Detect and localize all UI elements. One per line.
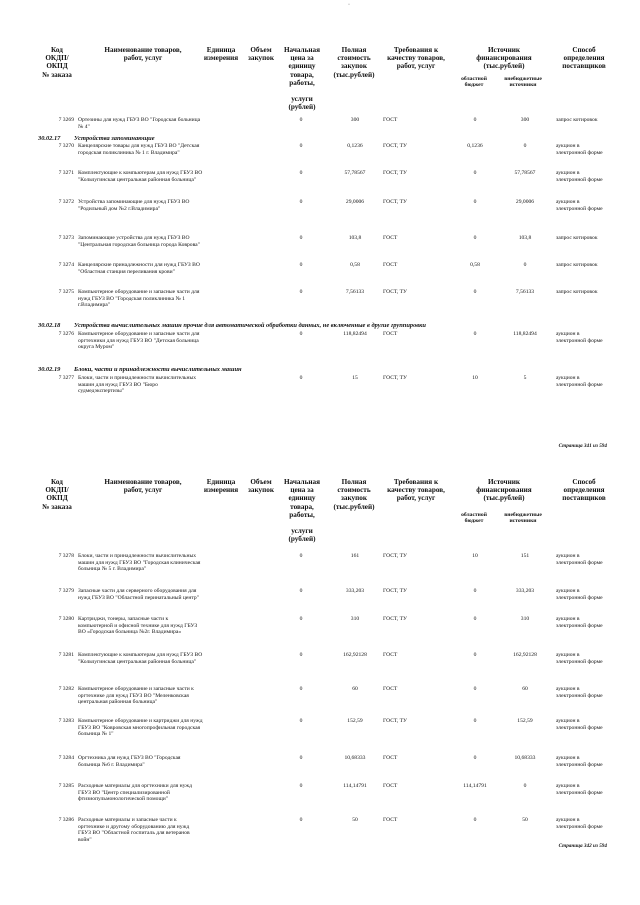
row-price: 0 — [299, 755, 303, 761]
header-fin: Источник финансирования (тыс.рублей) — [476, 46, 532, 71]
row-method: аукцион в электронной форме — [556, 170, 603, 183]
row-price: 0 — [299, 686, 303, 692]
header-fin-regional: областной бюджет — [461, 512, 487, 525]
row-code: 7 3273 — [58, 235, 74, 241]
header-code: Код ОКДП/ ОКПД № заказа — [42, 46, 72, 79]
section-heading — [38, 135, 155, 142]
scan-artifact: · — [348, 2, 350, 8]
row-method: аукцион в электронной форме — [556, 331, 603, 344]
row-name: Компьютерное оборудование и запасные части для оргтехники для нужд ГБУЗ ВО "Детская больница округа Муром" — [78, 331, 200, 351]
row-external: 7,56133 — [515, 289, 535, 295]
header-req: Требования к качеству товаров, работ, услуг — [387, 478, 445, 503]
row-name: Устройства запоминающие для нужд ГБУЗ ВО "Родильный дом №2 г.Владимира" — [78, 199, 190, 212]
row-price: 0 — [299, 817, 303, 823]
header-fin-external: внебюджетные источники — [504, 76, 542, 89]
section-title: Устройства запоминающие — [74, 135, 155, 142]
header-name: Наименование товаров, работ, услуг — [104, 478, 182, 495]
row-code: 7 3272 — [58, 199, 74, 205]
row-price: 0 — [299, 652, 303, 658]
header-fin-regional: областной бюджет — [461, 76, 487, 89]
row-name: Компьютерное оборудование и запасные части к оргтехнике для нужд ГБУЗ ВО "Меленковская центральная районная больница" — [78, 686, 194, 706]
row-total: 29,0006 — [345, 199, 365, 205]
row-req: ГОСТ, ТУ — [383, 143, 407, 149]
row-method: аукцион в электронной форме — [556, 199, 603, 212]
row-regional: 10 — [472, 553, 478, 559]
row-method: запрос котировок — [556, 262, 598, 268]
row-regional: 10 — [472, 375, 478, 381]
row-req: ГОСТ, ТУ — [383, 553, 407, 559]
row-regional: 0 — [473, 199, 477, 205]
section-heading — [38, 366, 242, 373]
row-regional: 0,58 — [470, 262, 480, 268]
row-method: запрос котировок — [556, 117, 598, 123]
row-method: аукцион в электронной форме — [556, 553, 603, 566]
page-342 — [0, 460, 640, 905]
row-name: Запасные части для серверного оборудования для нужд ГБУЗ ВО "Областной перинатальный центр" — [78, 588, 199, 601]
row-method: запрос котировок — [556, 289, 598, 295]
header-name: Наименование товаров, работ, услуг — [104, 46, 182, 63]
row-price: 0 — [299, 616, 303, 622]
row-external: 50 — [522, 817, 528, 823]
row-external: 118,82494 — [513, 331, 537, 337]
page-number: Страница 341 из 594 — [558, 443, 607, 449]
row-method: аукцион в электронной форме — [556, 143, 603, 156]
row-req: ГОСТ, ТУ — [383, 588, 407, 594]
row-code: 7 3271 — [58, 170, 74, 176]
row-method: аукцион в электронной форме — [556, 588, 603, 601]
row-name: Компьютерное оборудование и картриджи для нужд ГБУЗ ВО "Ковровская многопрофильная городская больница № 1" — [78, 718, 203, 738]
row-req: ГОСТ, ТУ — [383, 616, 407, 622]
row-price: 0 — [299, 199, 303, 205]
row-name: Оргтехника для нужд ГБУЗ ВО "Городская больница №6 г. Владимира" — [78, 755, 181, 768]
page-number: Страница 342 из 594 — [558, 843, 607, 849]
header-volume: Объем закупок — [248, 46, 274, 63]
row-total: 50 — [352, 817, 358, 823]
row-price: 0 — [299, 553, 303, 559]
row-regional: 0 — [473, 588, 477, 594]
row-total: 7,56133 — [345, 289, 365, 295]
row-code: 7 3277 — [58, 375, 74, 381]
row-price: 0 — [299, 289, 303, 295]
row-external: 152,59 — [517, 718, 533, 724]
row-req: ГОСТ, ТУ — [383, 718, 407, 724]
row-code: 7 3286 — [58, 817, 74, 823]
row-regional: 0 — [473, 331, 477, 337]
row-total: 0,58 — [350, 262, 360, 268]
row-external: 57,78567 — [514, 170, 536, 176]
row-total: 162,92128 — [343, 652, 367, 658]
row-total: 310 — [350, 616, 360, 622]
row-req: ГОСТ — [383, 262, 398, 268]
row-req: ГОСТ — [383, 783, 398, 789]
row-total: 300 — [350, 117, 360, 123]
row-code: 7 3279 — [58, 588, 74, 594]
row-req: ГОСТ — [383, 817, 398, 823]
row-price: 0 — [299, 331, 303, 337]
row-total: 114,14791 — [343, 783, 367, 789]
header-fin: Источник финансирования (тыс.рублей) — [476, 478, 532, 503]
row-external: 0 — [523, 143, 527, 149]
row-regional: 0 — [473, 686, 477, 692]
row-code: 7 3285 — [58, 783, 74, 789]
row-code: 7 3276 — [58, 331, 74, 337]
row-regional: 0 — [473, 117, 477, 123]
row-regional: 114,14791 — [463, 783, 487, 789]
row-external: 29,0006 — [515, 199, 535, 205]
row-external: 0 — [523, 262, 527, 268]
row-total: 0,1236 — [347, 143, 363, 149]
header-unit: Единица измерения — [203, 478, 239, 495]
row-total: 60 — [352, 686, 358, 692]
row-name: Картриджи, тонеры, запасные части к компьютерной и офисной технике для нужд ГБУЗ ВО «Городская больница №2г. Владимира» — [78, 616, 198, 636]
row-total: 103,8 — [348, 235, 362, 241]
row-name: Блоки, части и принадлежности вычислительных машин для нужд ГБУЗ ВО "Городская клиническая больница № 5 г. Владимира" — [78, 553, 201, 573]
row-external: 310 — [520, 616, 530, 622]
header-price: Начальная цена за единицу товара, работы, услуги (рублей) — [283, 46, 321, 112]
row-total: 152,59 — [347, 718, 363, 724]
row-price: 0 — [299, 783, 303, 789]
header-code: Код ОКДП/ ОКПД № заказа — [42, 478, 72, 511]
header-method: Способ определения поставщиков — [562, 478, 606, 503]
row-code: 7 3278 — [58, 553, 74, 559]
row-req: ГОСТ — [383, 331, 398, 337]
row-code: 7 3275 — [58, 289, 74, 295]
row-total: 10,68333 — [344, 755, 366, 761]
row-external: 0 — [523, 783, 527, 789]
row-req: ГОСТ — [383, 117, 398, 123]
row-external: 103,8 — [518, 235, 532, 241]
row-regional: 0,1236 — [467, 143, 483, 149]
row-regional: 0 — [473, 289, 477, 295]
row-code: 7 3280 — [58, 616, 74, 622]
row-method: аукцион в электронной форме — [556, 817, 603, 830]
row-name: Канцелярские товары для нужд ГБУЗ ВО "Детская городская поликлиника № 1 г. Владимира" — [78, 143, 200, 156]
header-total: Полная стоимость закупок (тыс.рублей) — [333, 478, 375, 511]
row-name: Канцелярские принадлежности для нужд ГБУЗ ВО "Областная станция переливания крови" — [78, 262, 200, 275]
section-code: 30.02.18 — [38, 322, 61, 329]
row-name: Запоминающие устройства для нужд ГБУЗ ВО "Центральная городская больница города Коврова" — [78, 235, 200, 248]
row-external: 333,203 — [515, 588, 535, 594]
row-name: Компьютерное оборудование и запасные части для нужд ГБУЗ ВО "Городская поликлиника № 1 г.Владимира" — [78, 289, 200, 309]
row-method: аукцион в электронной форме — [556, 783, 603, 796]
row-method: аукцион в электронной форме — [556, 755, 603, 768]
row-external: 162,92128 — [513, 652, 537, 658]
section-heading — [38, 322, 426, 329]
row-method: аукцион в электронной форме — [556, 718, 603, 731]
header-total: Полная стоимость закупок (тыс.рублей) — [333, 46, 375, 79]
row-req: ГОСТ, ТУ — [383, 289, 407, 295]
row-req: ГОСТ, ТУ — [383, 170, 407, 176]
row-price: 0 — [299, 718, 303, 724]
row-price: 0 — [299, 235, 303, 241]
header-unit: Единица измерения — [203, 46, 239, 63]
row-total: 333,203 — [345, 588, 365, 594]
row-price: 0 — [299, 375, 303, 381]
row-code: 7 3274 — [58, 262, 74, 268]
section-title: Устройства вычислительных машин прочие для автоматической обработки данных, не включенные в другие группировки — [74, 322, 426, 329]
header-fin-external: внебюджетные источники — [504, 512, 542, 525]
row-price: 0 — [299, 588, 303, 594]
row-regional: 0 — [473, 235, 477, 241]
row-req: ГОСТ — [383, 686, 398, 692]
row-regional: 0 — [473, 755, 477, 761]
row-code: 7 3284 — [58, 755, 74, 761]
row-code: 7 3281 — [58, 652, 74, 658]
row-name: Блоки, части и принадлежности вычислительных машин для нужд ГБУЗ ВО "Бюро судмедэкспертизы" — [78, 375, 197, 395]
row-external: 60 — [522, 686, 528, 692]
row-name: Комплектующие к компьютерам для нужд ГБУЗ ВО "Кольчугинская центральная районная больница" — [78, 652, 203, 665]
row-req: ГОСТ — [383, 235, 398, 241]
row-name: Ортезины для нужд ГБУЗ ВО "Городская больница № 4" — [78, 117, 201, 130]
row-code: 7 3282 — [58, 686, 74, 692]
row-name: Комплектующие к компьютерам для нужд ГБУЗ ВО "Кольчугинская центральная районная больница" — [78, 170, 203, 183]
row-external: 151 — [520, 553, 530, 559]
row-name: Расходные материалы и запасные части к оргтехнике и другому оборудованию для нужд ГБУЗ ВО "Областной госпиталь для ветеранов войн" — [78, 817, 190, 843]
row-regional: 0 — [473, 652, 477, 658]
section-code: 30.02.17 — [38, 135, 61, 142]
row-regional: 0 — [473, 170, 477, 176]
row-price: 0 — [299, 262, 303, 268]
section-code: 30.02.19 — [38, 366, 61, 373]
row-method: аукцион в электронной форме — [556, 686, 603, 699]
row-total: 118,82494 — [343, 331, 367, 337]
row-total: 15 — [352, 375, 358, 381]
header-method: Способ определения поставщиков — [562, 46, 606, 71]
row-price: 0 — [299, 170, 303, 176]
row-req: ГОСТ — [383, 755, 398, 761]
header-volume: Объем закупок — [248, 478, 274, 495]
header-price: Начальная цена за единицу товара, работы, услуги (рублей) — [283, 478, 321, 544]
section-title: Блоки, части и принадлежности вычислительных машин — [74, 366, 242, 373]
row-total: 57,78567 — [344, 170, 366, 176]
row-method: аукцион в электронной форме — [556, 616, 603, 629]
header-req: Требования к качеству товаров, работ, услуг — [387, 46, 445, 71]
row-code: 7 3283 — [58, 718, 74, 724]
row-method: запрос котировок — [556, 235, 598, 241]
row-external: 5 — [523, 375, 527, 381]
row-req: ГОСТ — [383, 652, 398, 658]
row-external: 10,68333 — [514, 755, 536, 761]
row-external: 300 — [520, 117, 530, 123]
row-price: 0 — [299, 143, 303, 149]
row-regional: 0 — [473, 616, 477, 622]
row-req: ГОСТ, ТУ — [383, 375, 407, 381]
row-code: 7 3269 — [58, 117, 74, 123]
row-req: ГОСТ, ТУ — [383, 199, 407, 205]
row-regional: 0 — [473, 817, 477, 823]
row-total: 161 — [350, 553, 360, 559]
row-method: аукцион в электронной форме — [556, 652, 603, 665]
row-code: 7 3270 — [58, 143, 74, 149]
row-method: аукцион в электронной форме — [556, 375, 603, 388]
row-price: 0 — [299, 117, 303, 123]
row-name: Расходные материалы для оргтехники для нужд ГБУЗ ВО "Центр специализированной фтизиопульмонологической помощи" — [78, 783, 193, 803]
row-regional: 0 — [473, 718, 477, 724]
